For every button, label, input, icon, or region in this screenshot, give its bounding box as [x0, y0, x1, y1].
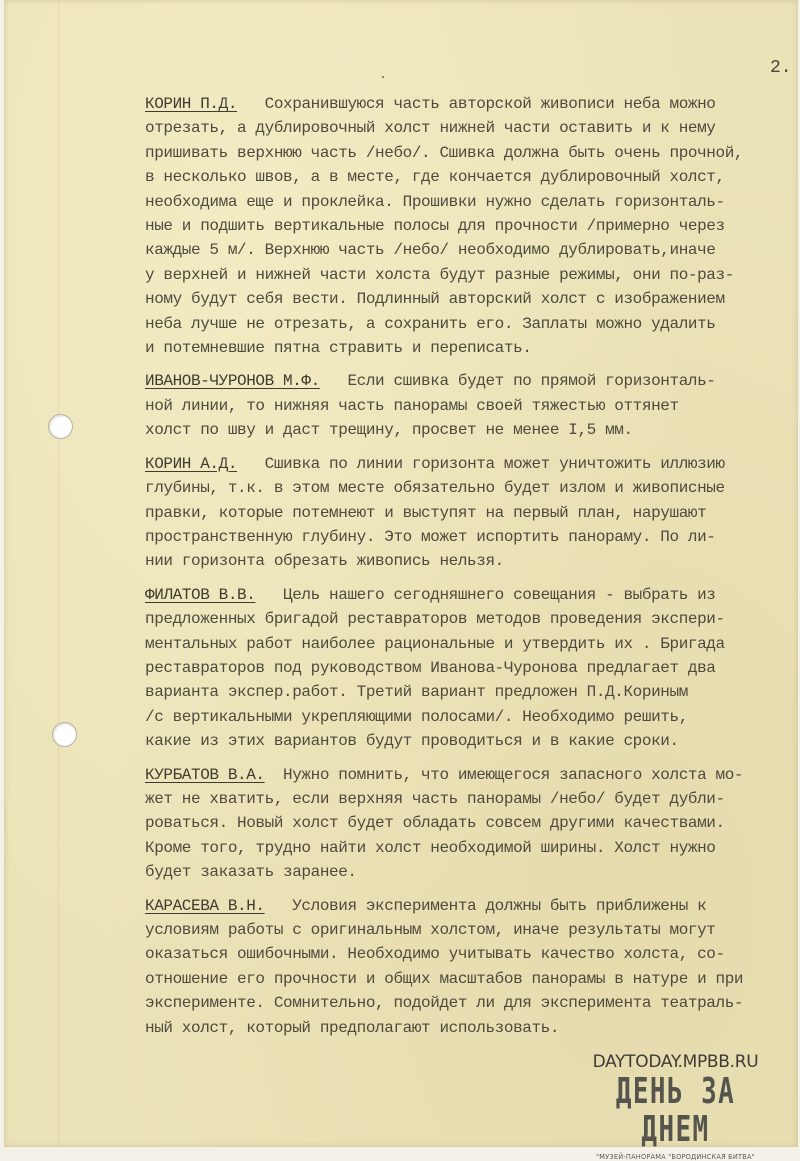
line-text: предложенных бригадой реставраторов методов проведения экспери-	[145, 610, 725, 629]
text-line	[145, 991, 800, 1015]
speaker-name: КУРБАТОВ В.А.	[145, 765, 265, 784]
text-line	[145, 705, 800, 729]
text-line	[145, 680, 800, 704]
text-line	[145, 549, 800, 573]
text-line	[145, 787, 800, 811]
punch-hole-icon	[48, 414, 73, 439]
line-text: ной линии, то нижняя часть панорамы своей тяжестью оттянет	[145, 396, 679, 415]
watermark-url: DAYTODAY.MPBB.RU	[592, 1052, 759, 1072]
line-text: Кроме того, трудно найти холст необходимой ширины. Холст нужно	[145, 838, 716, 857]
line-text: необходима еще и проклейка. Прошивки нужно сделать горизонталь-	[145, 192, 725, 211]
text-line	[145, 369, 800, 393]
line-text: ный холст, который предполагают использовать.	[145, 1018, 560, 1037]
text-line	[145, 525, 800, 549]
text-line	[145, 141, 800, 165]
speaker-name: КАРАСЕВА В.Н.	[145, 896, 265, 915]
line-text: неба лучше не отрезать, а сохранить его. Заплаты можно удалить	[145, 314, 716, 333]
text-line	[145, 418, 800, 442]
line-text: правки, которые потемнеют и выступят на первый план, нарушают	[145, 503, 707, 522]
text-line	[145, 165, 800, 189]
text-line	[145, 607, 800, 631]
text-line	[145, 583, 800, 607]
text-line	[145, 214, 800, 238]
line-text: ные и подшить вертикальные полосы для прочности /примерно через	[145, 217, 725, 236]
punch-hole-icon	[52, 722, 77, 747]
transcript-body	[145, 92, 800, 1049]
text-line	[145, 860, 800, 884]
line-text: Сшивка по линии горизонта может уничтожить иллюзию	[237, 454, 725, 473]
line-text: у верхней и нижней части холста будут разные режимы, они по-раз-	[145, 265, 734, 284]
line-text: нии горизонта обрезать живопись нельзя.	[145, 552, 504, 571]
text-line	[145, 763, 800, 787]
line-text: ному будут себя вести. Подлинный авторский холст с изображением	[145, 290, 725, 309]
line-text: отношение его прочности и общих масштабов панорамы в натуре и при	[145, 969, 744, 988]
line-text: /с вертикальными укрепляющими полосами/. Необходимо решить,	[145, 707, 688, 726]
text-line	[145, 312, 800, 336]
line-text: глубины, т.к. в этом месте обязательно будет излом и живописные	[145, 479, 725, 498]
line-text: в несколько швов, а в месте, где кончается дублировочный холст,	[145, 168, 725, 187]
speaker-paragraph	[145, 894, 800, 1040]
line-text: и потемневшие пятна стравить и переписать.	[145, 339, 532, 358]
watermark-subtitle: "МУЗЕЙ-ПАНОРАМА "БОРОДИНСКАЯ БИТВА"	[596, 1153, 755, 1161]
text-line	[145, 836, 800, 860]
page-number: 2.	[770, 58, 792, 78]
text-line	[145, 632, 800, 656]
line-text: каждые 5 м/. Верхнюю часть /небо/ необходимо дублировать,иначе	[145, 241, 716, 260]
text-line	[145, 476, 800, 500]
text-line	[145, 92, 800, 116]
text-line	[145, 394, 800, 418]
line-text: условиям работы с оригинальным холстом, иначе результаты могут	[145, 921, 716, 939]
line-text: Условия эксперимента должны быть приближены к	[264, 896, 707, 915]
text-line	[145, 942, 800, 966]
text-line	[145, 729, 800, 753]
speaker-name: КОРИН П.Д.	[145, 95, 238, 113]
line-text: жет не хватить, если верхняя часть панорамы /небо/ будет дубли-	[145, 789, 725, 808]
line-text: какие из этих вариантов будут проводиться и в какие сроки.	[145, 732, 679, 751]
line-text: будет заказать заранее.	[145, 863, 357, 882]
line-text: Цель нашего сегодняшнего совещания - выбрать из	[255, 585, 716, 604]
speaker-paragraph	[145, 92, 800, 360]
text-line	[145, 238, 800, 262]
text-line	[145, 918, 800, 942]
line-text: эксперименте. Сомнительно, подойдет ли для эксперимента театраль-	[145, 994, 744, 1013]
paper-fold-line	[58, 0, 59, 1147]
line-text: пространственную глубину. Это может испортить панораму. По ли-	[145, 527, 716, 546]
speaker-paragraph	[145, 452, 800, 574]
text-line	[145, 336, 800, 360]
line-text: оказаться ошибочными. Необходимо учитывать качество холста, со-	[145, 945, 725, 964]
line-text: холст по шву и даст трещину, просвет не менее I,5 мм.	[145, 421, 633, 440]
watermark-logo	[578, 1052, 773, 1161]
line-text: роваться. Новый холст будет обладать совсем другими качествами.	[145, 814, 725, 833]
line-text: варианта экспер.работ. Третий вариант предложен П.Д.Кориным	[145, 683, 688, 702]
speaker-name: КОРИН А.Д.	[145, 454, 238, 473]
ink-speck	[382, 76, 384, 78]
text-line	[145, 967, 800, 991]
line-text: пришивать верхнюю часть /небо/. Сшивка должна быть очень прочной,	[145, 143, 744, 162]
line-text: Если сшивка будет по прямой горизонталь-	[319, 372, 716, 391]
line-text: Нужно помнить, что имеющегося запасного холста мо-	[264, 765, 744, 784]
watermark-title: ДЕНЬ ЗА ДНЕМ	[615, 1071, 736, 1150]
speaker-paragraph	[145, 583, 800, 754]
text-line	[145, 501, 800, 525]
text-line	[145, 1016, 800, 1040]
line-text: отрезать, а дублировочный холст нижней части оставить и к нему	[145, 119, 716, 138]
text-line	[145, 894, 800, 918]
text-line	[145, 116, 800, 140]
speaker-name: ИВАНОВ-ЧУРОНОВ М.Ф.	[145, 372, 320, 391]
speaker-name: ФИЛАТОВ В.В.	[145, 585, 256, 604]
text-line	[145, 190, 800, 214]
speaker-paragraph	[145, 763, 800, 885]
speaker-paragraph	[145, 369, 800, 442]
line-text: реставраторов под руководством Иванова-Чуронова предлагает два	[145, 658, 716, 677]
line-text: Сохранившуюся часть авторской живописи неба можно	[237, 95, 716, 113]
line-text: ментальных работ наиболее рациональные и утвердить их . Бригада	[145, 634, 725, 653]
text-line	[145, 263, 800, 287]
text-line	[145, 656, 800, 680]
text-line	[145, 452, 800, 476]
text-line	[145, 811, 800, 835]
text-line	[145, 287, 800, 311]
